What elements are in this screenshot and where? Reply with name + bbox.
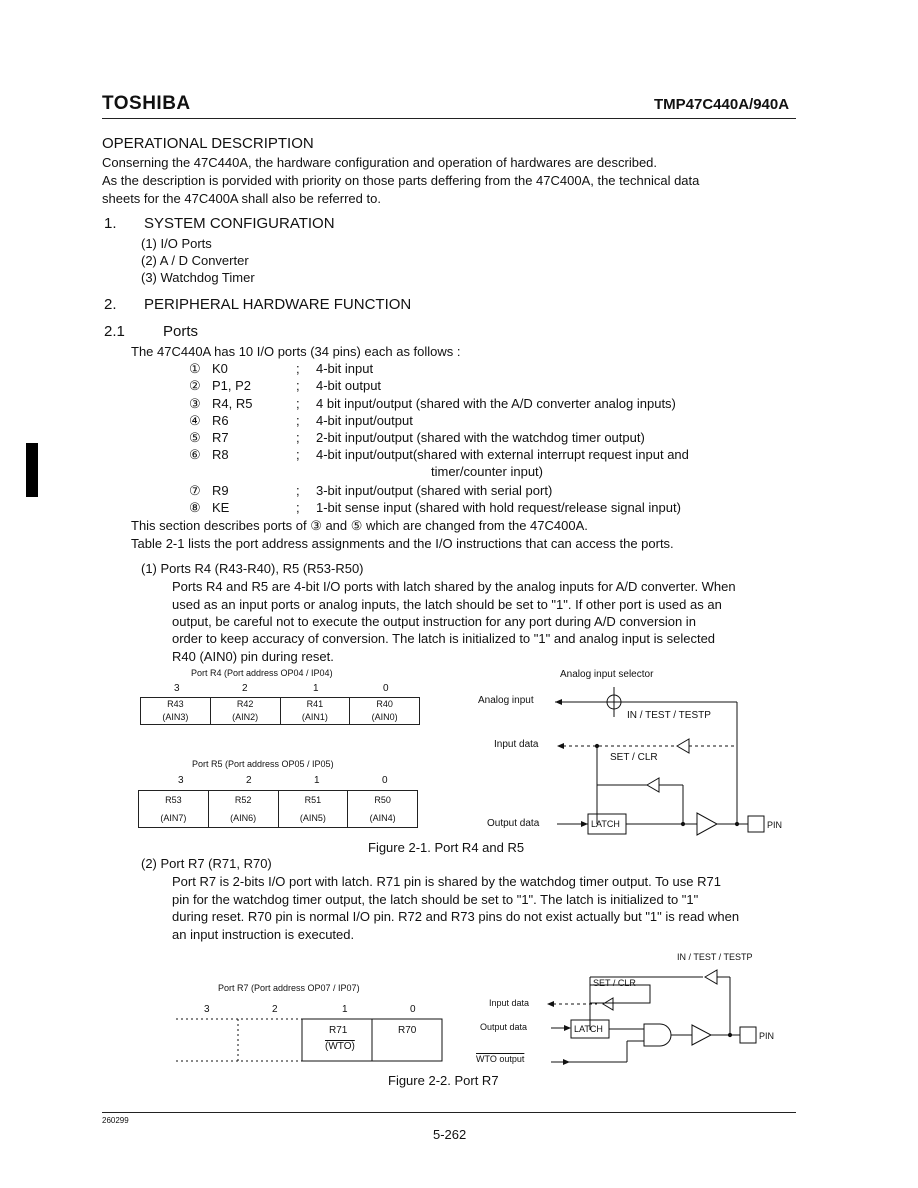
port-item-num: ⑧ [189,500,201,515]
pin-label: PIN [767,820,783,830]
r4-bit-cell: R43 (AIN3) [141,698,211,725]
port-item-num: ⑦ [189,483,201,498]
figure-2-1-caption: Figure 2-1. Port R4 and R5 [368,840,525,855]
bit-number: 3 [174,683,180,694]
periph-number: 2. [104,296,117,313]
r7-output-data-label: Output data [480,1022,528,1032]
r7-wto-output-label: WTO output [476,1054,525,1064]
port-item-name: R9 [212,483,229,498]
r5-caption: Port R5 (Port address OP05 / IP05) [192,759,334,769]
r4-bit-cell: R40 (AIN0) [350,698,420,725]
port-item-sep: ; [296,413,300,428]
margin-marker [26,443,38,497]
analog-selector-label: Analog input selector [560,669,654,680]
port-item-desc: 4 bit input/output (shared with the A/D converter analog inputs) [316,396,676,411]
port-item-desc: 4-bit output [316,378,382,393]
port-item-name: P1, P2 [212,378,252,393]
port-item-sep: ; [296,396,300,411]
port-item-desc-cont: timer/counter input) [431,464,543,479]
periph-title: PERIPHERAL HARDWARE FUNCTION [144,296,412,313]
port-item-name: R7 [212,430,229,445]
bit-number: 2 [246,775,252,786]
port-item-sep: ; [296,500,300,515]
output-data-label: Output data [487,818,540,829]
bit-number: 1 [342,1004,348,1015]
r7-cell-r70: R70 [398,1025,417,1036]
r7-body-line: Port R7 is 2-bits I/O port with latch. R71 pin is shared by the watchdog timer output. To use R71 [172,874,721,889]
port-item-sep: ; [296,378,300,393]
sys-config-item: (2) A / D Converter [141,253,249,268]
brand-logo: TOSHIBA [102,93,191,114]
input-data-label: Input data [494,739,539,750]
sys-config-item: (3) Watchdog Timer [141,270,255,285]
r7-body-line: pin for the watchdog timer output, the latch should be set to "1". The latch is initialized to "1" [172,892,699,907]
figure-2-2-caption: Figure 2-2. Port R7 [388,1073,499,1088]
r4r5-body-line: used as an input ports or analog inputs, the latch should be set to "1". If other port is used as an [172,597,722,612]
bit-number: 3 [178,775,184,786]
r5-bit-cell: R51 (AIN5) [278,791,348,828]
bit-number: 0 [382,775,388,786]
ports-note-1: This section describes ports of ③ and ⑤ which are changed from the 47C400A. [131,518,588,533]
r4r5-heading: (1) Ports R4 (R43-R40), R5 (R53-R50) [141,561,364,576]
in-test-label: IN / TEST / TESTP [627,710,711,721]
bit-number: 0 [410,1004,416,1015]
port-item-num: ④ [189,413,201,428]
document-code: 260299 [102,1116,129,1125]
r7-pin-label: PIN [759,1031,775,1041]
r4r5-body-line: output, be careful not to execute the output instruction for any port during A/D conversion in [172,614,696,629]
r7-input-data-label: Input data [489,998,530,1008]
analog-input-label: Analog input [478,695,534,706]
r7-cell-r71: R71 [329,1025,348,1036]
port-item-desc: 4-bit input/output(shared with external interrupt request input and [316,447,689,462]
r5-register-table [138,790,418,828]
port-item-num: ② [189,378,201,393]
port-item-name: R8 [212,447,229,462]
bit-number: 2 [272,1004,278,1015]
port-r7-circuit-diagram [470,955,770,1070]
port-item-sep: ; [296,361,300,376]
port-item-desc: 4-bit input/output [316,413,413,428]
r4-bit-cell: R41 (AIN1) [280,698,350,725]
r7-body-line: an input instruction is executed. [172,927,355,942]
intro-line-1: Conserning the 47C440A, the hardware configuration and operation of hardwares are described. [102,155,658,170]
port-item-name: R4, R5 [212,396,253,411]
port-item-num: ① [189,361,201,376]
r4-bit-numbers [140,683,420,695]
latch-label: LATCH [591,819,620,829]
r4-register-table [140,697,420,725]
bit-number: 1 [314,775,320,786]
r7-in-test-label: IN / TEST / TESTP [677,952,753,962]
port-item-desc: 3-bit input/output (shared with serial port) [316,483,553,498]
r4r5-body-line: R40 (AIN0) pin during reset. [172,649,334,664]
port-item-sep: ; [296,483,300,498]
port-item-num: ③ [189,396,201,411]
r5-bit-cell: R52 (AIN6) [208,791,278,828]
bit-number: 2 [242,683,248,694]
r5-bit-cell: R50 (AIN4) [348,791,418,828]
intro-line-2: As the description is porvided with priority on those parts deffering from the 47C400A, the technical data [102,173,700,188]
header-rule [102,118,796,119]
intro-line-3: sheets for the 47C400A shall also be referred to. [102,191,381,206]
port-item-desc: 4-bit input [316,361,374,376]
r4r5-body-line: Ports R4 and R5 are 4-bit I/O ports with latch shared by the analog inputs for A/D converter. When [172,579,736,594]
ports-note-2: Table 2-1 lists the port address assignments and the I/O instructions that can access the ports. [131,536,674,551]
r7-caption: Port R7 (Port address OP07 / IP07) [218,983,360,993]
model-number: TMP47C440A/940A [654,96,790,113]
port-item-name: K0 [212,361,228,376]
port-item-desc: 1-bit sense input (shared with hold request/release signal input) [316,500,681,515]
section-title: OPERATIONAL DESCRIPTION [102,135,314,152]
r7-body-line: during reset. R70 pin is normal I/O pin. R72 and R73 pins do not exist actually but "1" is read when [172,909,740,924]
r5-bit-numbers [138,775,418,787]
r7-heading: (2) Port R7 (R71, R70) [141,856,272,871]
r7-set-clr-label: SET / CLR [593,978,636,988]
port-item-num: ⑥ [189,447,201,462]
bit-number: 3 [204,1004,210,1015]
port-item-desc: 2-bit input/output (shared with the watchdog timer output) [316,430,645,445]
bit-number: 1 [313,683,319,694]
r4-bit-cell: R42 (AIN2) [210,698,280,725]
port-item-num: ⑤ [189,430,201,445]
port-item-name: KE [212,500,230,515]
sys-config-title: SYSTEM CONFIGURATION [144,215,335,232]
port-item-name: R6 [212,413,229,428]
r5-bit-cell: R53 (AIN7) [139,791,209,828]
set-clr-label: SET / CLR [610,752,658,763]
sys-config-number: 1. [104,215,117,232]
r7-register-outline [172,1015,446,1067]
r7-latch-label: LATCH [574,1024,603,1034]
ports-number: 2.1 [104,323,125,340]
port-item-sep: ; [296,447,300,462]
sys-config-item: (1) I/O Ports [141,236,212,251]
ports-title: Ports [163,323,199,340]
r4r5-body-line: order to keep accuracy of conversion. The latch is initialized to "1" and analog input is selected [172,631,716,646]
bit-number: 0 [383,683,389,694]
footer-rule [102,1112,796,1113]
port-item-sep: ; [296,430,300,445]
ports-lead: The 47C440A has 10 I/O ports (34 pins) each as follows : [131,344,461,359]
r7-cell-wto: (WTO) [325,1041,355,1052]
page-number: 5-262 [433,1127,467,1142]
r4-caption: Port R4 (Port address OP04 / IP04) [191,668,333,678]
